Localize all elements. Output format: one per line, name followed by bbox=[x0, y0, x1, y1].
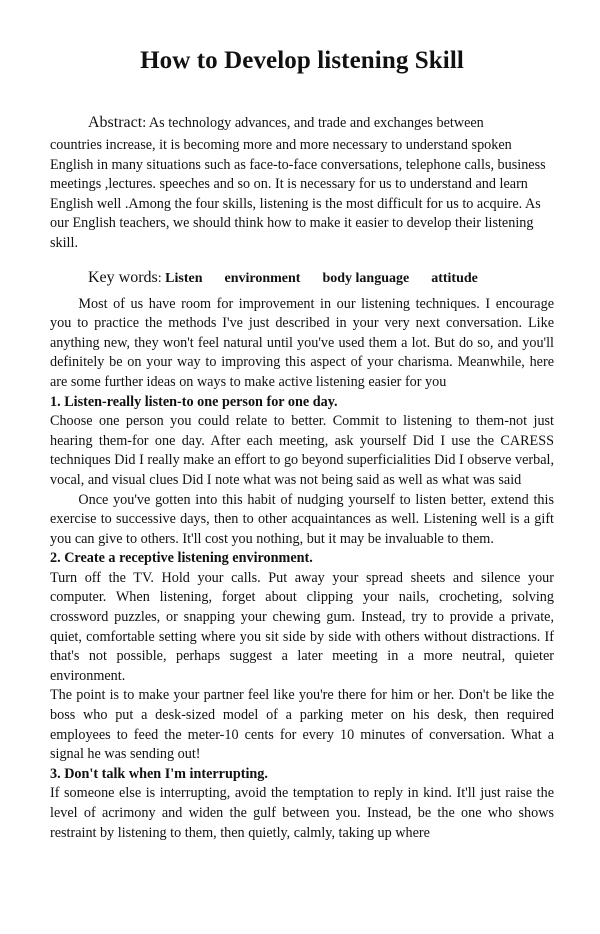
keyword-item: Listen bbox=[165, 270, 203, 286]
body-text bbox=[50, 295, 554, 844]
section-1-paragraph-2: Once you've gotten into this habit of nudging yourself to listen better, extend this exercise to successive days, then to other acquaintances as well. Listening well is a gift you can give to others. It'll cost you nothing, but it may be invaluable to them. bbox=[50, 491, 554, 547]
abstract-first-line bbox=[50, 113, 554, 133]
intro-paragraph: Most of us have room for improvement in our listening techniques. I encourage you to practice the methods I've just described in your very next conversation. Like anything new, they won't feel natural until you've used them a lot. But do so, and you'll definitely be on your way to improving this aspect of your charisma. Meanwhile, here are some further ideas on ways to make active listening easier for you bbox=[50, 295, 554, 390]
abstract-separator: : bbox=[142, 115, 149, 131]
abstract-label: Abstract bbox=[88, 114, 143, 131]
section-3-paragraph-1: If someone else is interrupting, avoid the temptation to reply in kind. It'll just raise the level of acrimony and widen the gulf between you. Instead, be the one who shows restraint by listening to them, then quietly, calmly, taking up where bbox=[50, 785, 554, 841]
section-heading-3: 3. Don't talk when I'm interrupting. bbox=[50, 765, 268, 782]
keywords-label: Key words bbox=[88, 268, 158, 286]
abstract-first-text: As technology advances, and trade and exchanges between bbox=[148, 115, 484, 131]
document-title: How to Develop listening Skill bbox=[140, 47, 464, 74]
section-heading-2: 2. Create a receptive listening environment. bbox=[50, 550, 313, 567]
section-heading-1: 1. Listen-really listen-to one person for one day. bbox=[50, 393, 338, 410]
keyword-item: attitude bbox=[431, 270, 478, 286]
section-1-paragraph-1: Choose one person you could relate to better. Commit to listening to them-not just hearing them-for one day. After each meeting, ask yourself Did I use the CARESS techniques Did I really make an effort to go beyond superficialities Did I observe verbal, vocal, and visual clues Did I note what was not being said as well as what was said bbox=[50, 413, 554, 488]
keyword-item: body language bbox=[322, 270, 410, 286]
keywords-line bbox=[50, 268, 554, 289]
keyword-item: environment bbox=[224, 270, 301, 286]
abstract-text: countries increase, it is becoming more and more necessary to understand spoken English in many situations such as face-to-face conversations, telephone calls, business meetings ,lectures. speeches and so on. It is necessary for us to understand and learn English well .Among the four skills, listening is the most difficult for us to acquire. As our English teachers, we should think how to make it easier to develop their listening skill. bbox=[50, 137, 546, 251]
section-2-paragraph-2: The point is to make your partner feel like you're there for him or her. Don't be like the boss who put a desk-sized model of a parking meter on his desk, then required employees to feed the meter-10 cents for every 10 minutes of conversation. What a signal he was sending out! bbox=[50, 687, 554, 763]
keywords-separator: : bbox=[157, 270, 166, 286]
section-2-paragraph-1: Turn off the TV. Hold your calls. Put away your spread sheets and silence your computer. When listening, forget about clipping your nails, crocheting, solving crossword puzzles, or snapping your chewing gum. Instead, try to provide a private, quiet, comfortable setting where you sit side by side with others without distractions. If that's not possible, perhaps suggest a later meeting in a more neutral, quieter environment. bbox=[50, 569, 554, 684]
